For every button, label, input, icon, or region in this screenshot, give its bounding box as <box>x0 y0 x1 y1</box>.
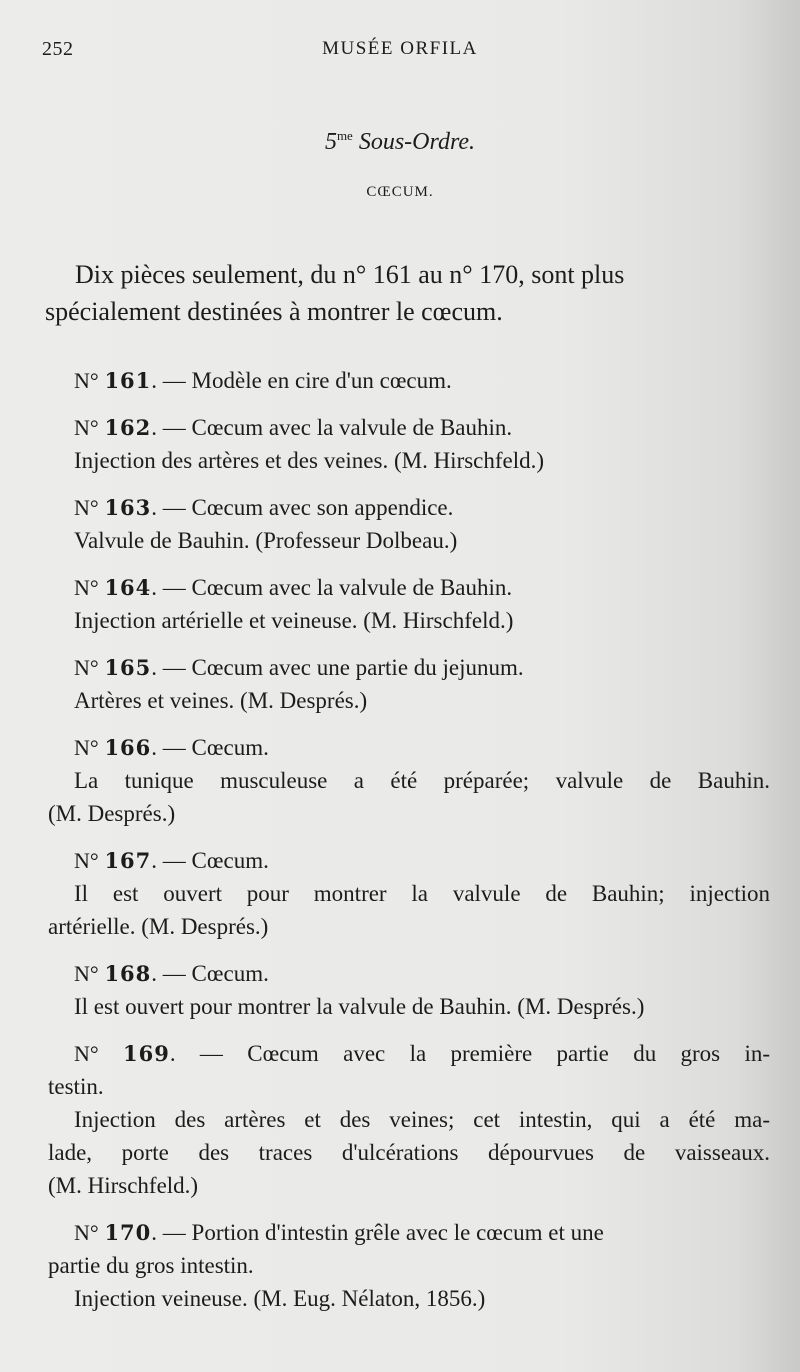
entry-number: 167 <box>104 848 152 873</box>
catalog-entries <box>48 364 770 1329</box>
entry-text-line: Il est ouvert pour montrer la valvule de Bauhin; injection <box>74 881 770 906</box>
entry-text-line: (M. Després.) <box>48 801 176 826</box>
entry-no-label: N° <box>74 961 99 986</box>
catalog-entry-167 <box>48 844 770 943</box>
suborder-ordinal-suffix: me <box>336 128 353 143</box>
suborder-heading <box>0 128 800 156</box>
intro-line-1: Dix pièces seulement, du n° 161 au n° 170, sont plus <box>75 260 625 289</box>
catalog-entry-165 <box>48 651 770 717</box>
entry-text-line: . — Cœcum avec la première partie du gros in- <box>169 1041 771 1066</box>
catalog-entry-164 <box>48 571 770 637</box>
entry-number: 164 <box>104 575 152 600</box>
entry-text-line: . — Cœcum avec la valvule de Bauhin. <box>151 415 513 440</box>
entry-text-line: La tunique musculeuse a été préparée; valvule de Bauhin. <box>74 768 770 793</box>
entry-no-label: N° <box>74 1220 99 1245</box>
suborder-ordinal: 5 <box>324 129 337 155</box>
entry-text-line: . — Cœcum avec son appendice. <box>151 495 454 520</box>
entry-no-label: N° <box>74 495 99 520</box>
entry-text-line: . — Cœcum. <box>151 848 269 873</box>
entry-number: 169 <box>123 1041 170 1066</box>
entry-number: 165 <box>104 655 152 680</box>
entry-text-line: . — Cœcum avec une partie du jejunum. <box>151 655 524 680</box>
entry-number: 166 <box>104 735 152 760</box>
entry-text-line: . — Portion d'intestin grêle avec le cœcum et une <box>151 1220 604 1245</box>
entry-text-line: . — Cœcum. <box>151 961 269 986</box>
catalog-entry-170 <box>48 1216 770 1315</box>
entry-no-label: N° <box>74 575 99 600</box>
entry-text-line: lade, porte des traces d'ulcérations dépourvues de vaisseaux. <box>48 1140 770 1165</box>
catalog-entry-166 <box>48 731 770 830</box>
running-title: MUSÉE ORFILA <box>322 38 478 59</box>
entry-text-line: Injection artérielle et veineuse. (M. Hirschfeld.) <box>74 608 514 633</box>
entry-text-line: Injection veineuse. (M. Eug. Nélaton, 1856.) <box>74 1286 486 1311</box>
entry-text-line: Artères et veines. (M. Després.) <box>74 688 368 713</box>
entry-no-label: N° <box>74 735 99 760</box>
entry-no-label: N° <box>74 655 99 680</box>
page-number: 252 <box>42 38 74 60</box>
entry-no-label: N° <box>74 1041 99 1066</box>
entry-number: 168 <box>104 961 152 986</box>
entry-text-line: . — Cœcum. <box>151 735 269 760</box>
entry-no-label: N° <box>74 368 99 393</box>
entry-no-label: N° <box>74 415 99 440</box>
entry-number: 161 <box>104 368 152 393</box>
entry-no-label: N° <box>74 848 99 873</box>
section-title: CŒCUM. <box>366 184 434 200</box>
catalog-entry-162 <box>48 411 770 477</box>
entry-number: 170 <box>104 1220 152 1245</box>
catalog-entry-168 <box>48 957 770 1023</box>
entry-text-line: artérielle. (M. Després.) <box>48 914 269 939</box>
entry-number: 162 <box>104 415 152 440</box>
entry-text-line: partie du gros intestin. <box>48 1253 254 1278</box>
entry-text-line: Valvule de Bauhin. (Professeur Dolbeau.) <box>74 528 458 553</box>
entry-text-line: . — Cœcum avec la valvule de Bauhin. <box>151 575 513 600</box>
intro-line-2: spécialement destinées à montrer le cœcum. <box>45 297 503 326</box>
catalog-entry-161 <box>48 364 770 397</box>
entry-text-line: Injection des artères et des veines; cet intestin, qui a été ma- <box>74 1107 770 1132</box>
entry-text-line: (M. Hirschfeld.) <box>48 1173 199 1198</box>
intro-paragraph <box>45 256 765 330</box>
entry-number: 163 <box>104 495 152 520</box>
suborder-title: Sous-Ordre. <box>358 129 476 155</box>
entry-text-line: . — Modèle en cire d'un cœcum. <box>151 368 452 393</box>
catalog-entry-163 <box>48 491 770 557</box>
entry-text-line: testin. <box>48 1074 104 1099</box>
entry-text-line: Il est ouvert pour montrer la valvule de Bauhin. (M. Després.) <box>74 994 645 1019</box>
entry-text-line: Injection des artères et des veines. (M. Hirschfeld.) <box>74 448 545 473</box>
catalog-entry-169 <box>48 1037 770 1202</box>
